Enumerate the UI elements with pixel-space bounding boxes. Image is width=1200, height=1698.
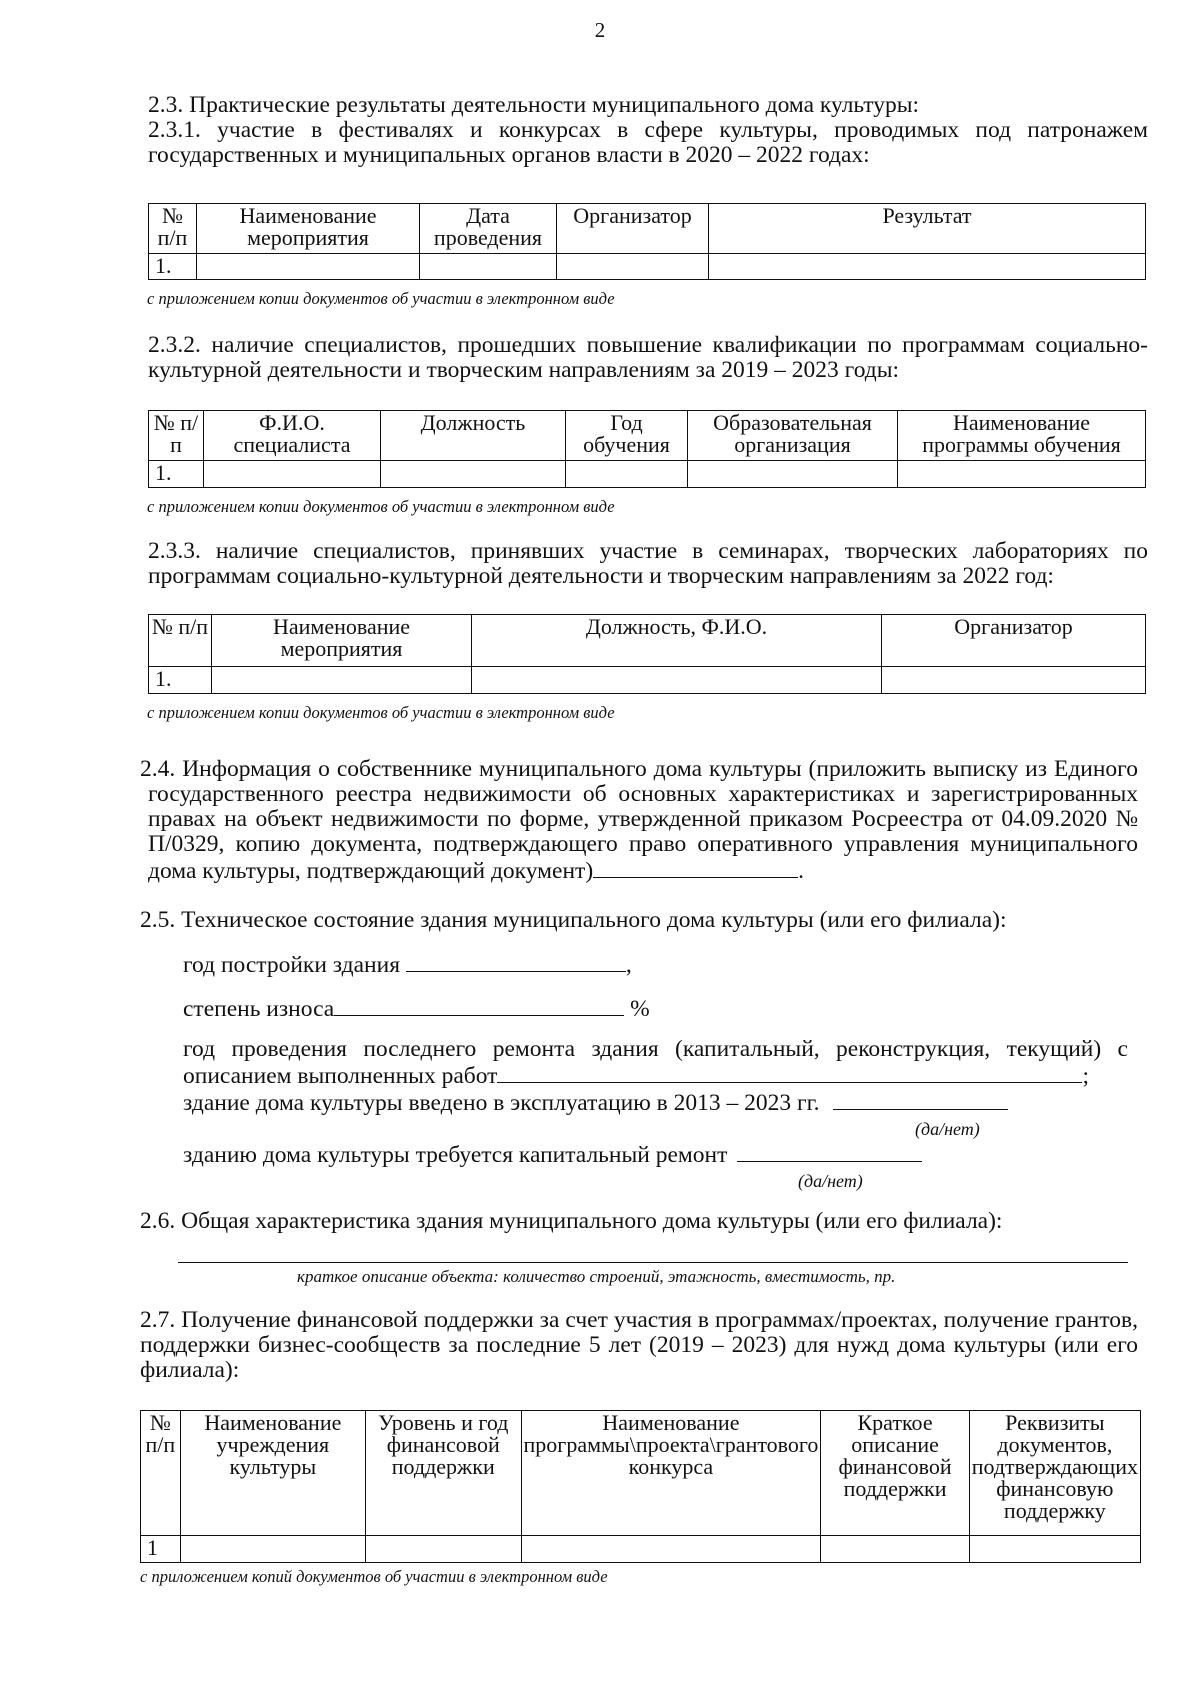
col-number: № п/п [149, 204, 197, 254]
table-row [149, 667, 1146, 694]
table-cell [898, 461, 1146, 488]
col-program-name: Наименование программы обучения [898, 411, 1146, 461]
table-cell [180, 1536, 365, 1563]
col-number: № п/п [149, 411, 204, 461]
section-2-3-1-text: 2.3.1. участие в фестивалях и конкурсах в сфере культуры, проводимых под патронажем государственных и муниципальных органов власти в 2020 – 2022 годах: [148, 117, 1148, 168]
commissioned-row: здание дома культуры введено в эксплуатацию в 2013 – 2023 гг. [183, 1089, 1008, 1117]
section-2-3-heading: 2.3. Практические результаты деятельности муниципального дома культуры: [148, 92, 920, 118]
section-2-5-heading: 2.5. Техническое состояние здания муниципального дома культуры (или его филиала): [140, 907, 1007, 933]
table-2-3-2 [148, 410, 1146, 488]
wear-row: степень износа % [183, 996, 650, 1022]
attachment-note: с приложением копии документов об участии в электронном виде [147, 497, 615, 516]
table-cell [821, 1536, 969, 1563]
table-cell [472, 667, 882, 694]
yes-no-hint: (да/нет) [915, 1119, 980, 1139]
table-row [141, 1536, 1141, 1563]
table-row [149, 254, 1146, 280]
table-cell [204, 461, 381, 488]
yes-no-hint: (да/нет) [798, 1171, 863, 1191]
table-cell [566, 461, 688, 488]
attachment-note: с приложением копий документов об участии в электронном виде [140, 1567, 608, 1586]
repair-blank[interactable] [497, 1062, 1082, 1083]
col-full-name: Ф.И.О. специалиста [204, 411, 381, 461]
col-organizer: Организатор [882, 615, 1146, 667]
table-header-row [149, 615, 1146, 667]
section-2-7-text: 2.7. Получение финансовой поддержки за счет участия в программах/проектах, получение грантов, поддержки бизнес-сообществ за последние 5 лет (2019 – 2023) для нужд дома культуры (или его филиала): [140, 1307, 1138, 1383]
needs-repair-row: зданию дома культуры требуется капитальный ремонт [183, 1141, 922, 1169]
table-cell [882, 667, 1146, 694]
table-cell [381, 461, 566, 488]
table-cell [521, 1536, 821, 1563]
building-description-hint: краткое описание объекта: количество строений, этажность, вместимость, пр. [297, 1267, 896, 1286]
col-number: № п/п [149, 615, 212, 667]
page-number: 2 [594, 18, 606, 42]
table-cell [212, 667, 472, 694]
col-program-name: Наименование программы\проекта\грантового конкурса [521, 1411, 821, 1536]
col-position: Должность [381, 411, 566, 461]
table-cell [420, 254, 557, 280]
year-built-blank[interactable] [406, 951, 626, 972]
building-description-blank[interactable] [178, 1242, 1128, 1263]
needs-repair-blank[interactable] [737, 1141, 922, 1162]
col-study-year: Год обучения [566, 411, 688, 461]
col-event-name: Наименование мероприятия [197, 204, 420, 254]
section-2-4-text: 2.4. Информация о собственнике муниципального дома культуры (приложить выписку из Единого государственного реестра недвижимости об основных характеристиках и зарегистрированных правах на объект недвижимости по форме, утвержденной приказом Росреестра от 04.09.2020 № П/0329, копию документа, подтверждающего право оперативного управления муниципального дома культуры, подтверждающий документ) . [140, 756, 1138, 884]
row-number: 1. [149, 461, 204, 488]
repair-row: год проведения последнего ремонта здания (капитальный, реконструкция, текущий) с описанием выполненных работ ; [183, 1036, 1128, 1089]
col-institution: Наименование учреждения культуры [180, 1411, 365, 1536]
year-built-row: год постройки здания , [183, 952, 632, 978]
table-cell [197, 254, 420, 280]
table-cell [688, 461, 898, 488]
table-2-3-1 [148, 203, 1146, 280]
table-cell [709, 254, 1146, 280]
attachment-note: с приложением копии документов об участии в электронном виде [147, 703, 615, 722]
table-header-row [149, 204, 1146, 254]
row-number: 1. [149, 254, 197, 280]
col-organizer: Организатор [557, 204, 709, 254]
attachment-note: с приложением копии документов об участии в электронном виде [147, 289, 615, 308]
table-2-3-3 [148, 614, 1146, 694]
col-position-name: Должность, Ф.И.О. [472, 615, 882, 667]
table-row [149, 461, 1146, 488]
table-cell [365, 1536, 521, 1563]
col-support-description: Краткое описание финансовой поддержки [821, 1411, 969, 1536]
wear-blank[interactable] [334, 995, 624, 1016]
col-date: Дата проведения [420, 204, 557, 254]
col-result: Результат [709, 204, 1146, 254]
row-number: 1 [141, 1536, 181, 1563]
section-2-3-2-text: 2.3.2. наличие специалистов, прошедших повышение квалификации по программам социально-культурной деятельности и творческим направлениям за 2019 – 2023 годы: [148, 332, 1148, 383]
table-cell [969, 1536, 1140, 1563]
col-education-org: Образовательная организация [688, 411, 898, 461]
section-2-6-heading: 2.6. Общая характеристика здания муниципального дома культуры (или его филиала): [140, 1208, 1003, 1234]
col-support-level-year: Уровень и год финансовой поддержки [365, 1411, 521, 1536]
section-2-3-3-text: 2.3.3. наличие специалистов, принявших участие в семинарах, творческих лабораториях по программам социально-культурной деятельности и творческим направлениям за 2022 год: [148, 538, 1148, 589]
table-header-row [141, 1411, 1141, 1536]
table-cell [557, 254, 709, 280]
row-number: 1. [149, 667, 212, 694]
col-number: № п/п [141, 1411, 181, 1536]
col-event-name: Наименование мероприятия [212, 615, 472, 667]
table-2-7 [140, 1410, 1141, 1563]
table-header-row [149, 411, 1146, 461]
commissioned-blank[interactable] [833, 1089, 1008, 1110]
col-documents: Реквизиты документов, подтверждающих финансовую поддержку [969, 1411, 1140, 1536]
owner-document-blank[interactable] [593, 857, 798, 878]
